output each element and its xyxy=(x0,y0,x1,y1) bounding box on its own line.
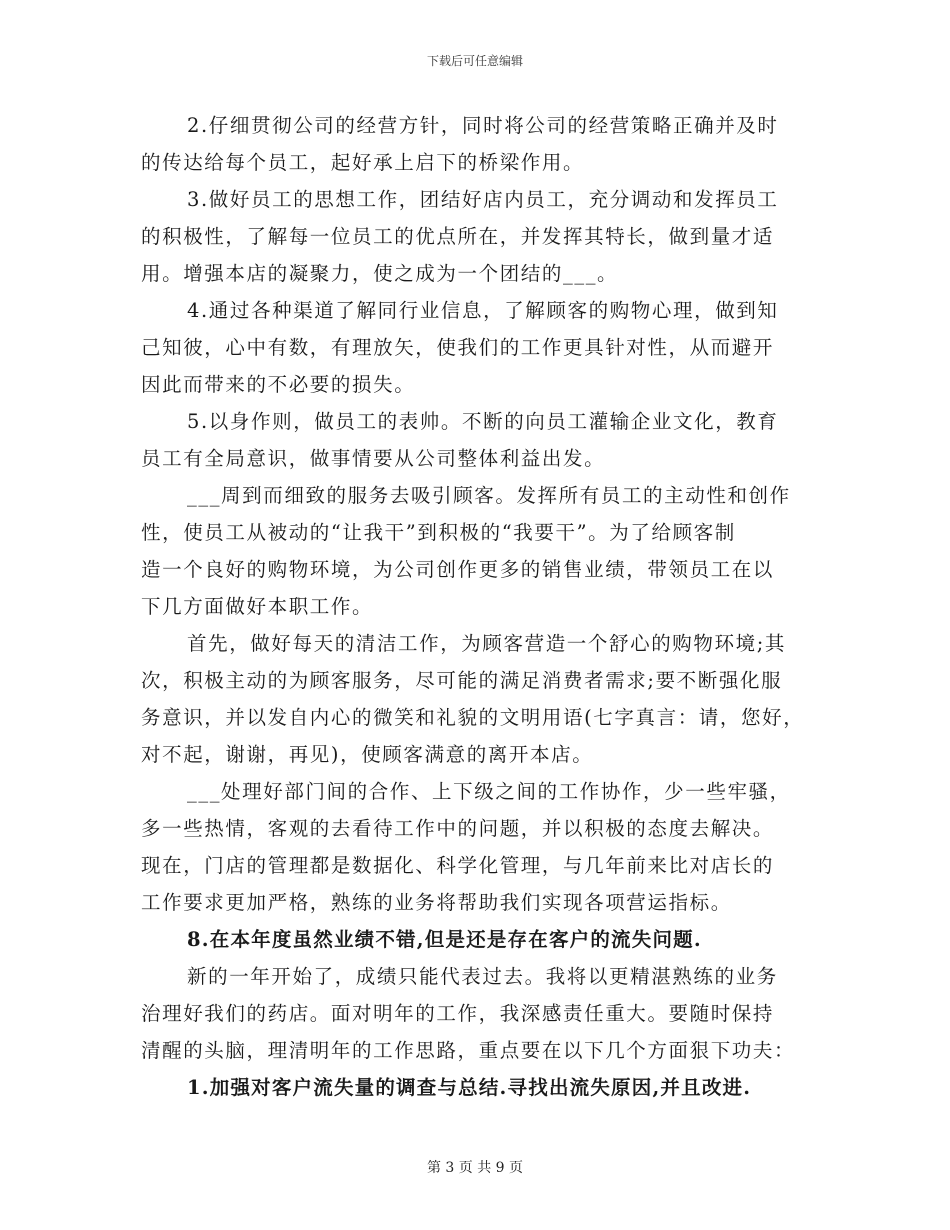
text-line: 用。增强本店的凝聚力，使之成为一个团结的___。 xyxy=(141,262,619,285)
text-line: 下几方面做好本职工作。 xyxy=(141,595,374,618)
text-line: 务意识，并以发自内心的微笑和礼貌的文明用语(七字真言：请，您好， xyxy=(141,706,805,729)
text-line: 多一些热情，客观的去看待工作中的问题，并以积极的态度去解决。 xyxy=(141,817,775,840)
text-line: 次，积极主动的为顾客服务，尽可能的满足消费者需求;要不断强化服 xyxy=(141,669,783,692)
text-line: 治理好我们的药店。面对明年的工作，我深感责任重大。要随时保持 xyxy=(141,1002,775,1025)
text-line: 现在，门店的管理都是数据化、科学化管理，与几年前来比对店长的 xyxy=(141,854,775,877)
text-line: 新的一年开始了，成绩只能代表过去。我将以更精湛熟练的业务 xyxy=(187,965,778,988)
page-header: 下载后可任意编辑 xyxy=(426,54,523,68)
text-line: 工作要求更加严格，熟练的业务将帮助我们实现各项营运指标。 xyxy=(141,891,732,914)
section-heading: 8.在本年度虽然业绩不错,但是还是存在客户的流失问题. xyxy=(187,928,702,951)
text-line: 3.做好员工的思想工作，团结好店内员工，充分调动和发挥员工 xyxy=(187,188,779,211)
text-line: 2.仔细贯彻公司的经营方针，同时将公司的经营策略正确并及时 xyxy=(187,114,779,137)
text-line: 员工有全局意识，做事情要从公司整体利益出发。 xyxy=(141,447,606,470)
text-line: ___周到而细致的服务去吸引顾客。发挥所有员工的主动性和创作 xyxy=(187,484,791,507)
text-line: 首先，做好每天的清洁工作，为顾客营造一个舒心的购物环境;其 xyxy=(187,632,786,655)
text-line: 5.以身作则，做员工的表帅。不断的向员工灌输企业文化，教育 xyxy=(187,410,779,433)
page-footer: 第 3 页 共 9 页 xyxy=(426,1160,524,1176)
text-line: 的传达给每个员工，起好承上启下的桥梁作用。 xyxy=(141,151,585,174)
text-line: 因此而带来的不必要的损失。 xyxy=(141,373,416,396)
text-line: 4.通过各种渠道了解同行业信息，了解顾客的购物心理，做到知 xyxy=(187,299,779,322)
text-line: 性，使员工从被动的“让我干”到积极的“我要干”。为了给顾客制 xyxy=(141,521,736,544)
text-line: 己知彼，心中有数，有理放矢，使我们的工作更具针对性，从而避开 xyxy=(141,336,775,359)
text-line: 的积极性，了解每一位员工的优点所在，并发挥其特长，做到量才适 xyxy=(141,225,775,248)
text-line: ___处理好部门间的合作、上下级之间的工作协作，少一些牢骚， xyxy=(187,780,791,803)
text-line: 对不起，谢谢，再见)，使顾客满意的离开本店。 xyxy=(141,743,594,766)
text-line: 清醒的头脑，理清明年的工作思路，重点要在以下几个方面狠下功夫： xyxy=(141,1039,796,1062)
text-line: 造一个良好的购物环境，为公司创作更多的销售业绩，带领员工在以 xyxy=(141,558,775,581)
section-heading: 1.加强对客户流失量的调查与总结.寻找出流失原因,并且改进. xyxy=(187,1076,752,1099)
